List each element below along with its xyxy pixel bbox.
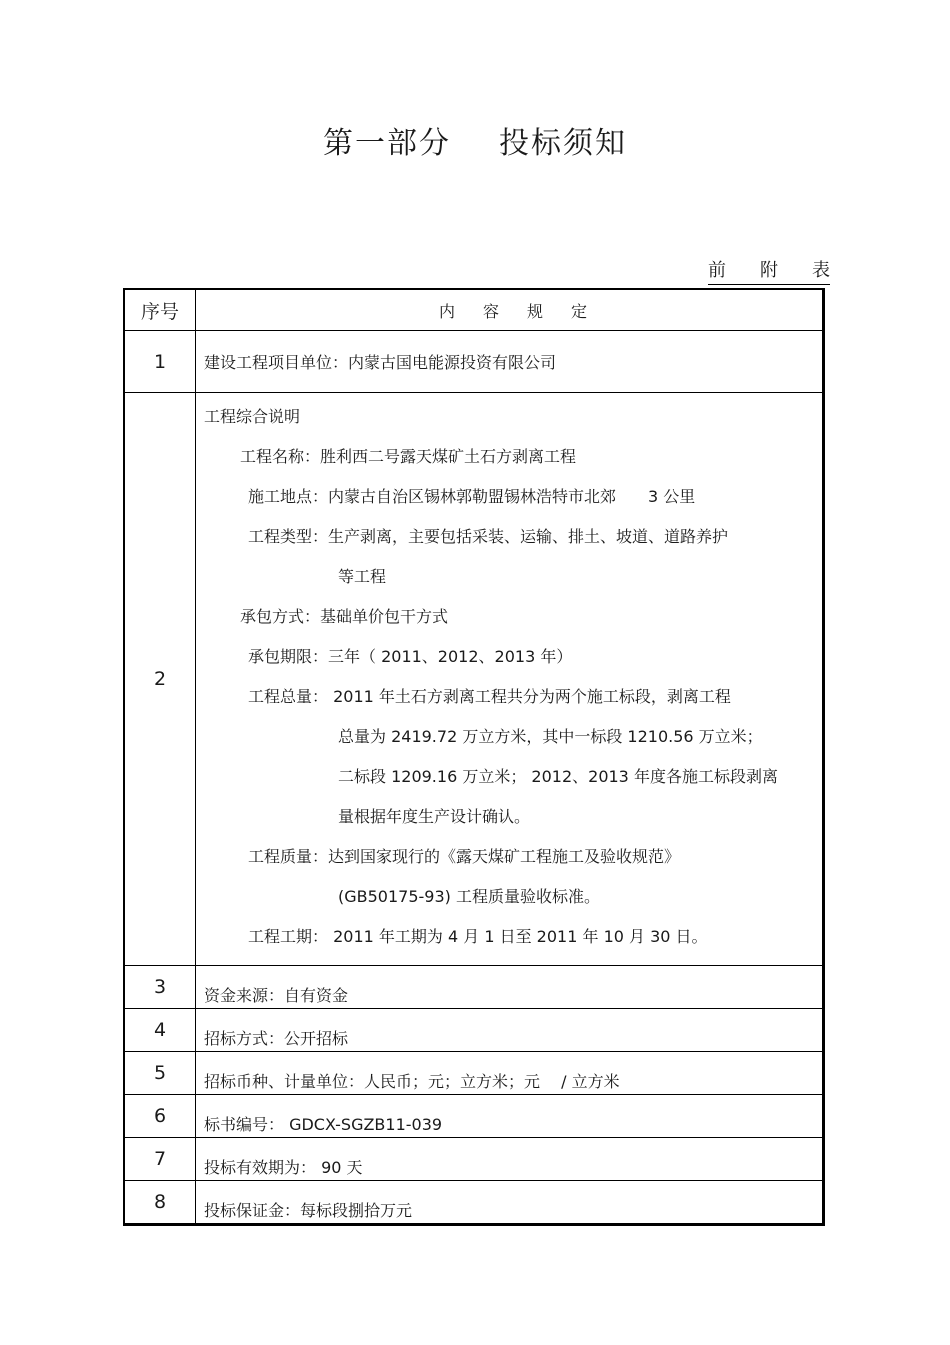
table-row — [124, 331, 824, 393]
row-num: 7 — [124, 1138, 196, 1181]
project-summary-heading: 工程综合说明 — [204, 407, 301, 426]
row-content: 招标方式：公开招标 — [196, 1009, 824, 1052]
table-row — [124, 1138, 824, 1181]
table-row — [124, 966, 824, 1009]
appendix-table — [123, 288, 825, 1226]
row-num: 8 — [124, 1181, 196, 1225]
duration-line: 工程工期： 2011 年工期为 4 月 1 日至 2011 年 10 月 30 日。 — [248, 927, 708, 946]
header-num: 序号 — [124, 289, 196, 331]
row-num: 2 — [124, 393, 196, 966]
total-volume-line-cont: 总量为 2419.72 万立方米，其中一标段 1210.56 万立米； — [338, 727, 763, 746]
quality-line-cont: (GB50175-93) 工程质量验收标准。 — [338, 887, 600, 906]
row-content: 资金来源：自有资金 — [196, 966, 824, 1009]
row-num: 1 — [124, 331, 196, 393]
table-row — [124, 1095, 824, 1138]
contract-period-line: 承包期限：三年（ 2011、2012、2013 年） — [248, 647, 573, 666]
project-name-line: 工程名称：胜利西二号露天煤矿土石方剥离工程 — [240, 447, 577, 466]
row-content — [196, 393, 824, 966]
row-content: 建设工程项目单位：内蒙古国电能源投资有限公司 — [196, 331, 824, 393]
table-row — [124, 393, 824, 966]
table-row — [124, 1181, 824, 1225]
row-content: 标书编号： GDCX-SGZB11-039 — [196, 1095, 824, 1138]
table-header — [124, 289, 824, 331]
appendix-title: 前 附 表 — [708, 258, 830, 285]
project-location-line: 施工地点：内蒙古自治区锡林郭勒盟锡林浩特市北郊 3 公里 — [248, 487, 696, 506]
row-content: 投标有效期为： 90 天 — [196, 1138, 824, 1181]
row-num: 3 — [124, 966, 196, 1009]
project-type-line: 工程类型：生产剥离，主要包括采装、运输、排土、坡道、道路养护 — [248, 527, 729, 546]
row-num: 5 — [124, 1052, 196, 1095]
quality-line: 工程质量：达到国家现行的《露天煤矿工程施工及验收规范》 — [248, 847, 681, 866]
row-num: 6 — [124, 1095, 196, 1138]
page-title — [0, 118, 950, 162]
header-content — [196, 289, 824, 331]
row-content: 投标保证金：每标段捌拾万元 — [196, 1181, 824, 1225]
total-volume-line-cont: 二标段 1209.16 万立米； 2012、2013 年度各施工标段剥离 — [338, 767, 778, 786]
total-volume-line-cont: 量根据年度生产设计确认。 — [338, 807, 531, 826]
header-content-label: 内容规定 — [438, 301, 615, 321]
contract-method-line: 承包方式：基础单价包干方式 — [240, 607, 449, 626]
table-row — [124, 1009, 824, 1052]
title-part: 第一部分 — [323, 126, 451, 161]
table-row — [124, 1052, 824, 1095]
project-type-line-cont: 等工程 — [338, 567, 387, 586]
title-name: 投标须知 — [499, 126, 627, 161]
total-volume-line: 工程总量： 2011 年土石方剥离工程共分为两个施工标段，剥离工程 — [248, 687, 731, 706]
row-content: 招标币种、计量单位：人民币；元；立方米；元 / 立方米 — [196, 1052, 824, 1095]
row-num: 4 — [124, 1009, 196, 1052]
